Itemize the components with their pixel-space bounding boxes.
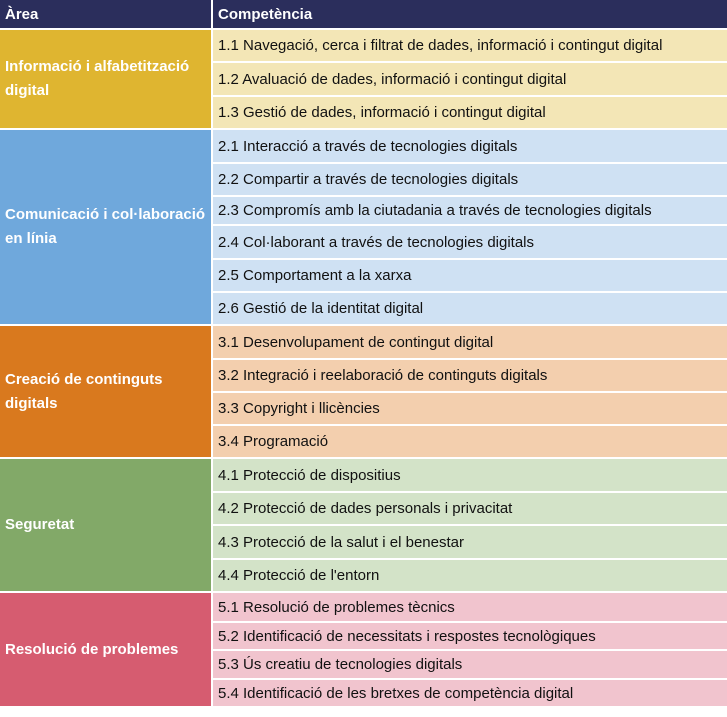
competence-cell: 1.1 Navegació, cerca i filtrat de dades, informació i contingut digital bbox=[213, 30, 727, 63]
competence-cell: 4.3 Protecció de la salut i el benestar bbox=[213, 526, 727, 560]
competence-cell: 2.5 Comportament a la xarxa bbox=[213, 260, 727, 293]
competence-cell: 5.3 Ús creatiu de tecnologies digitals bbox=[213, 651, 727, 680]
area-cell: Comunicació i col·laboració en línia bbox=[0, 130, 213, 326]
competence-cell: 2.2 Compartir a través de tecnologies digitals bbox=[213, 164, 727, 197]
competence-cell: 3.4 Programació bbox=[213, 426, 727, 459]
competence-cell: 4.2 Protecció de dades personals i privacitat bbox=[213, 493, 727, 526]
competence-cell: 4.4 Protecció de l'entorn bbox=[213, 560, 727, 593]
competence-cell: 5.1 Resolució de problemes tècnics bbox=[213, 593, 727, 623]
competence-cell: 2.3 Compromís amb la ciutadania a través de tecnologies digitals bbox=[213, 197, 727, 226]
competence-cell: 3.3 Copyright i llicències bbox=[213, 393, 727, 426]
area-cell: Seguretat bbox=[0, 459, 213, 593]
competence-cell: 1.3 Gestió de dades, informació i contingut digital bbox=[213, 97, 727, 130]
competence-cell: 4.1 Protecció de dispositius bbox=[213, 459, 727, 493]
competence-cell: 5.2 Identificació de necessitats i respostes tecnològiques bbox=[213, 623, 727, 651]
competence-cell: 2.6 Gestió de la identitat digital bbox=[213, 293, 727, 326]
area-cell: Creació de continguts digitals bbox=[0, 326, 213, 459]
competence-cell: 2.4 Col·laborant a través de tecnologies digitals bbox=[213, 226, 727, 260]
competence-cell: 3.1 Desenvolupament de contingut digital bbox=[213, 326, 727, 360]
competence-cell: 2.1 Interacció a través de tecnologies digitals bbox=[213, 130, 727, 164]
competence-cell: 3.2 Integració i reelaboració de continguts digitals bbox=[213, 360, 727, 393]
competence-cell: 1.2 Avaluació de dades, informació i contingut digital bbox=[213, 63, 727, 97]
competence-cell: 5.4 Identificació de les bretxes de competència digital bbox=[213, 680, 727, 708]
area-cell: Informació i alfabetització digital bbox=[0, 30, 213, 130]
area-cell: Resolució de problemes bbox=[0, 593, 213, 708]
header-area: Àrea bbox=[0, 0, 213, 30]
header-competence: Competència bbox=[213, 0, 727, 30]
